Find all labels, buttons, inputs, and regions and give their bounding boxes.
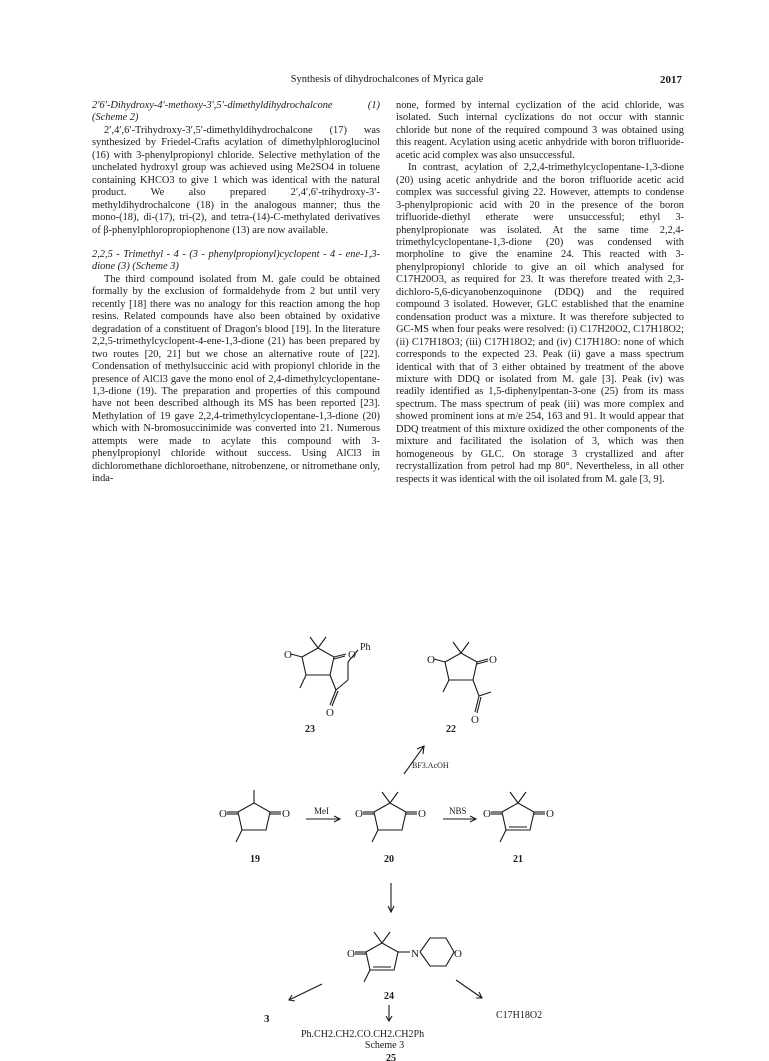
reaction-arrow	[456, 980, 482, 998]
atom-label: O	[418, 808, 426, 820]
atom-label: Ph	[360, 642, 371, 653]
atom-label: O	[326, 707, 334, 719]
page-number: 2017	[660, 74, 682, 86]
chemical-formula: C17H18O2	[496, 1010, 543, 1021]
compound-label: 25	[386, 1053, 396, 1061]
atom-label: O	[427, 654, 435, 666]
compound-19	[219, 790, 290, 865]
atom-label: O	[355, 808, 363, 820]
paragraph: 2′,4′,6′-Trihydroxy-3′,5′-dimethyldihydrochalcone (17) was synthesized by Friedel-Crafts acylation of dimethylphloroglucinol (16) with 3-phenylpropionyl chloride. Selective methylation of the unchelated hydroxyl group was achieved using Me2SO4 in toluene containing KHCO3 to give 1 which was identical with the natural product. We also prepared 2′,4′,6′-trihydroxy-3′-methyldihydrochalcone (18) in the analogous manner; thus the mono-(18), di-(17), tri-(2), and tetra-(14)-C-methylated derivatives of β-phenylphloropropiophenone (13) are now available.	[92, 124, 380, 236]
compound-label: 24	[384, 991, 394, 1002]
running-title: Synthesis of dihydrochalcones of Myrica gale	[290, 74, 484, 85]
compound-24	[347, 932, 462, 1002]
left-column	[92, 100, 380, 486]
atom-label: O	[348, 649, 356, 661]
atom-label: O	[483, 808, 491, 820]
compound-20	[355, 792, 426, 865]
reaction-arrow	[289, 984, 322, 1000]
paragraph: In contrast, acylation of 2,2,4-trimethylcyclopentane-1,3-dione (20) using acetic anhydride and the boron trifluoride acetic acid complex was successful giving 22. However, attempts to condense 3-phenylpropionic acid with 20 in the presence of the boron trifluoride-diethyl etherate were unsuccessful; ethyl 3-phenylpropionate was isolated. At the same time 2,2,4-trimethylcyclopentane-1,3-dione (20) was condensed with morpholine to give the enamine 24. This reacted with 3-phenylpropionyl chloride to give an oil which analysed for C17H20O3, as required for 23. It was therefore treated with 2,3-dichloro-5,6-dicyanobenzoquinone (DDQ) and the required compound 3 isolated. However, GLC established that the enamine condensation product was a mixture. It was therefore subjected to GC-MS when four peaks were resolved: (i) C17H20O2, C17H18O2; (ii) C17H18O3; (iii) C17H18O2; and (iv) C17H18O: none of which corresponds to the expected 23. Peak (ii) gave a mass spectrum identical with that of 3 either obtained by treatment of the above mixture with DDQ or isolated from M. gale [3]. Peak (iv) was readily identified as 1,5-diphenylpentan-3-one (25) from its mass spectrum. The mass spectrum of peak (iii) was more complex and showed prominent ions at m/e 254, 163 and 91. It would appear that DDQ treatment of this mixture oxidized the other components of the mixture and facilitated the isolation of 3, which was then homogeneous by GLC. On storage 3 crystallized and after recrystallization from petrol had mp 80°. Nevertheless, in all other respects it was identical with the oil isolated from M. gale [3, 9].	[396, 162, 684, 485]
atom-label: O	[546, 808, 554, 820]
reagent-label: BF3.AcOH	[412, 761, 449, 770]
atom-label: O	[284, 649, 292, 661]
atom-label: O	[471, 714, 479, 726]
compound-label: 3	[264, 1013, 270, 1025]
chemical-formula: Ph.CH2.CH2.CO.CH2.CH2Ph	[301, 1029, 425, 1040]
compound-label: 19	[250, 854, 260, 865]
atom-label: O	[454, 948, 462, 960]
scheme-caption: Scheme 3	[364, 1040, 405, 1051]
compound-23	[284, 637, 371, 735]
compound-label: 22	[446, 724, 456, 735]
section-heading-2: 2,2,5 - Trimethyl - 4 - (3 - phenylpropionyl)cyclopent - 4 - ene-1,3-dione (3) (Scheme 3)	[92, 248, 380, 273]
paragraph: none, formed by internal cyclization of the acid chloride, was isolated. Such internal cyclizations do not occur with stannic chloride but none of the required compound 3 was obtained using this reagent. Acylation using acetic anhydride with boron trifluoride-acetic acid complex was also unsuccessful.	[396, 100, 684, 161]
atom-label: N	[411, 948, 419, 960]
paragraph: The third compound isolated from M. gale could be obtained formally by the exclusion of formaldehyde from 2 but until very recently [18] there was no analogy for this reaction among the hop resins. Related compounds have also been obtained by oxidative degradation of a constituent of Dragon's blood [19]. In the literature 2,2,5-trimethylcyclopent-4-ene-1,3-dione (21) has been prepared by two routes [20, 21] but we chose an alternative route of [22]. Condensation of methylsuccinic acid with propionyl chloride in the presence of AlCl3 gave the mono enol of 2,4-dimethylcyclopentane-1,3-dione (19). The preparation and properties of this compound have not been described although its MS has been reported [23]. Methylation of 19 gave 2,2,4-trimethylcyclopentane-1,3-dione (20) which with N-bromosuccinimide was converted into 21. Numerous attempts were made to acylate this compound with 3-phenylpropionyl chloride without success. Using AlCl3 in dichloromethane dichloroethane, nitrobenzene, or nitromethane only, inda-	[92, 273, 380, 485]
atom-label: O	[489, 654, 497, 666]
compound-label: 20	[384, 854, 394, 865]
atom-label: O	[282, 808, 290, 820]
compound-21	[483, 792, 554, 865]
compound-22	[427, 642, 497, 735]
atom-label: O	[347, 948, 355, 960]
reagent-label: NBS	[449, 806, 467, 816]
reaction-scheme	[0, 600, 769, 1061]
reagent-label: MeI	[314, 806, 329, 816]
right-column	[396, 100, 684, 486]
running-header	[92, 74, 682, 90]
compound-label: 21	[513, 854, 523, 865]
atom-label: O	[219, 808, 227, 820]
compound-label: 23	[305, 724, 315, 735]
section-heading-1: 2′6′-Dihydroxy-4′-methoxy-3′,5′-dimethyldihydrochalcone (1) (Scheme 2)	[92, 100, 380, 124]
